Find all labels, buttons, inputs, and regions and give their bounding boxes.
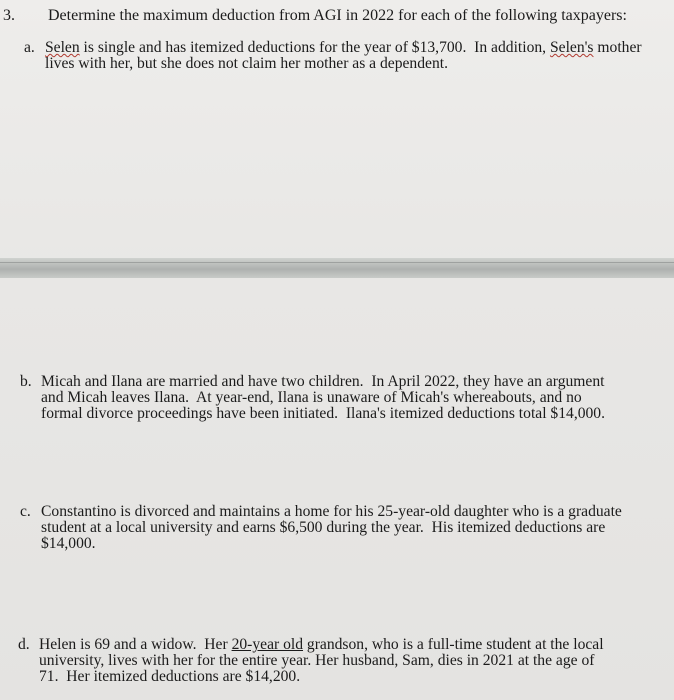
question-heading: Determine the maximum deduction from AGI in 2022 for each of the following taxpayers: [48, 7, 627, 24]
item-c-line-1: Constantino is divorced and maintains a home for his 25-year-old daughter who is a graduate [41, 503, 622, 520]
item-d-line-1-start: Helen is 69 and a widow. Her [39, 636, 232, 653]
item-d-line-1 [39, 637, 604, 653]
item-d-underlined: 20-year old [231, 636, 304, 653]
item-b-text [41, 374, 605, 422]
item-a-name: Selen [45, 39, 80, 56]
item-b-line-1: Micah and Ilana are married and have two children. In April 2022, they have an argument [41, 373, 605, 390]
item-c-text [41, 504, 622, 552]
item-d-text [39, 637, 604, 685]
item-d-line-1-end: grandson, who is a full-time student at the local [303, 636, 604, 653]
item-b-line-3: formal divorce proceedings have been initiated. Ilana's itemized deductions total $14,000. [41, 405, 606, 422]
item-a-text [45, 40, 642, 72]
page-divider-edge [0, 262, 674, 263]
item-c-line-3: $14,000. [41, 535, 96, 552]
item-c-letter: c. [20, 503, 31, 520]
item-c-line-2: student at a local university and earns $6,500 during the year. His itemized deductions are [41, 519, 606, 536]
item-b-line-2: and Micah leaves Ilana. At year-end, Ilana is unaware of Micah's whereabouts, and no [41, 389, 582, 406]
item-a-letter: a. [24, 39, 35, 56]
item-d-line-2: university, lives with her for the entire year. Her husband, Sam, dies in 2021 at the age of [39, 652, 595, 669]
question-number: 3. [3, 7, 15, 24]
page-divider [0, 258, 674, 278]
item-a-line-1-end: mother [593, 39, 642, 56]
item-a-possessive: Selen's [549, 39, 594, 56]
item-d-letter: d. [18, 636, 30, 653]
item-a-line-1-text: is single and has itemized deductions for the year of $13,700. In addition, [79, 39, 550, 56]
item-d-line-3: 71. Her itemized deductions are $14,200. [39, 668, 301, 685]
item-a-line-2: lives with her, but she does not claim her mother as a dependent. [45, 55, 448, 72]
item-b-letter: b. [20, 373, 32, 390]
item-a-line-1 [45, 40, 642, 56]
